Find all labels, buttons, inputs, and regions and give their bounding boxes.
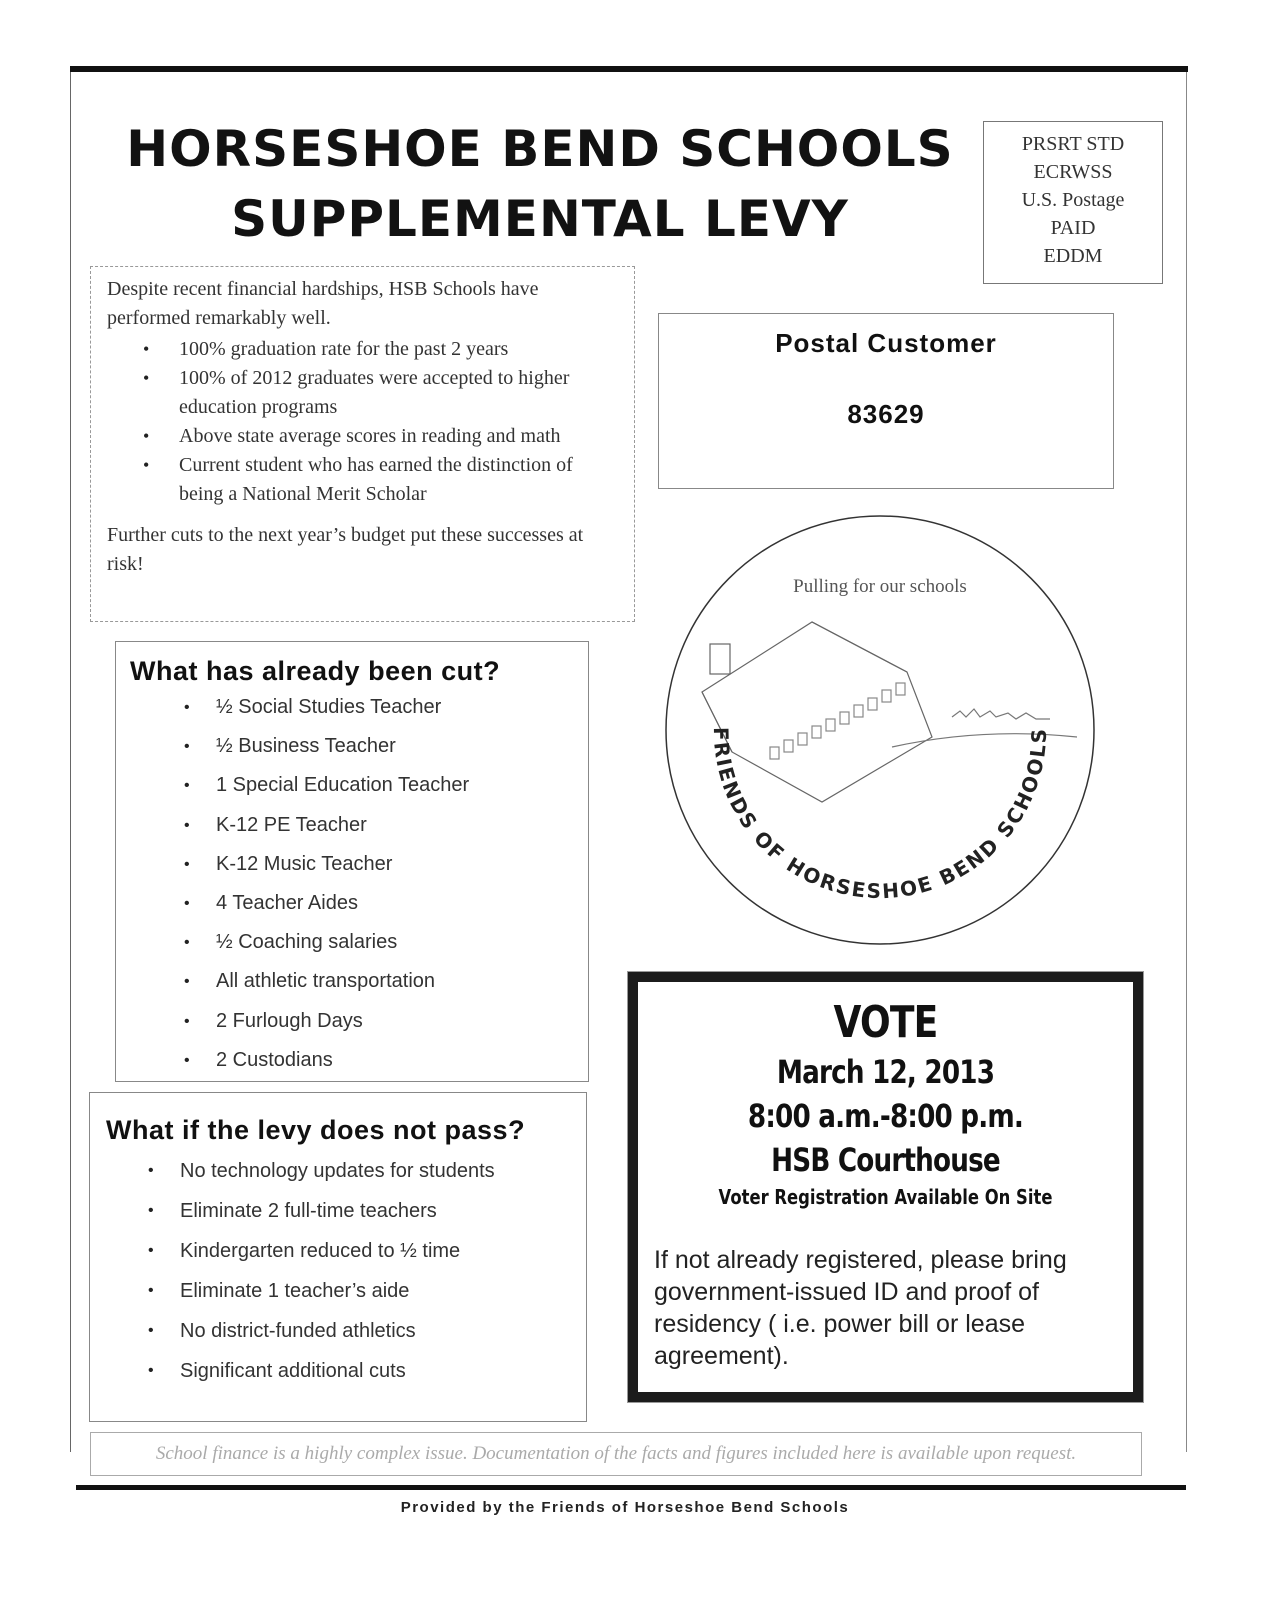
list-item: • No district-funded athletics [180,1311,570,1351]
list-item: • 2 Custodians [216,1041,574,1080]
seal-graphic [662,512,1098,948]
postal-customer-box [658,313,1114,489]
list-item: • 2 Furlough Days [216,1002,574,1041]
list-item: • All athletic transportation [216,962,574,1001]
bottom-rule [76,1485,1186,1490]
vote-box [628,972,1143,1402]
achievements-list [107,335,618,509]
list-item: • ½ Coaching salaries [216,923,574,962]
list-item: • ½ Social Studies Teacher [216,688,574,727]
already-cut-heading: What has already been cut? [130,656,501,686]
list-item: • Eliminate 1 teacher’s aide [180,1271,570,1311]
list-item: • Significant additional cuts [180,1351,570,1391]
list-item: • 1 Special Education Teacher [216,766,574,805]
vote-time: 8:00 a.m.-8:00 p.m. [747,1097,1024,1135]
intro-box [90,266,635,622]
list-item: • 100% graduation rate for the past 2 years [179,335,618,364]
vote-date: March 12, 2013 [776,1053,995,1091]
levy-fails-list [106,1151,570,1391]
finance-note: School finance is a highly complex issue. Documentation of the facts and figures included here is available upon request. [90,1432,1142,1476]
seal-ring-text: FRIENDS OF HORSESHOE BEND SCHOOLS [708,726,1052,904]
seal-top-text: Pulling for our schools [793,576,967,597]
postage-line: PRSRT STD [1021,133,1125,155]
page-title-line2: SUPPLEMENTAL LEVY [231,190,849,248]
intro-lead: Despite recent financial hardships, HSB Schools have performed remarkably well. [107,278,539,329]
left-rule [70,72,71,1452]
postal-label: Postal Customer [775,328,997,358]
list-item: • K-12 PE Teacher [216,806,574,845]
list-item: • 4 Teacher Aides [216,884,574,923]
list-item: • Current student who has earned the distinction of being a National Merit Scholar [179,451,618,509]
friends-seal-logo [662,512,1098,948]
right-rule [1186,72,1187,1452]
list-item: • Eliminate 2 full-time teachers [180,1191,570,1231]
list-item: • Kindergarten reduced to ½ time [180,1231,570,1271]
postage-indicia [983,121,1163,284]
list-item: • 100% of 2012 graduates were accepted to higher education programs [179,364,618,422]
vote-registration: Voter Registration Available On Site [718,1185,1053,1209]
vote-place: HSB Courthouse [771,1141,1000,1179]
list-item: • ½ Business Teacher [216,727,574,766]
postage-line: PAID [1050,217,1096,239]
page-title-line1: HORSESHOE BEND SCHOOLS [126,120,954,178]
postage-line: EDDM [1043,245,1103,267]
levy-fails-box [89,1092,587,1422]
intro-closing: Further cuts to the next year’s budget put these successes at risk! [107,524,584,575]
already-cut-box [115,641,589,1082]
already-cut-list [130,688,574,1080]
postage-line: U.S. Postage [1021,189,1125,211]
list-item: • K-12 Music Teacher [216,845,574,884]
vote-instructions: If not already registered, please bring government-issued ID and proof of residency ( i.e. power bill or lease agreement). [654,1246,1067,1370]
vote-title: VOTE [833,997,938,1048]
list-item: • Above state average scores in reading and math [179,422,618,451]
top-rule [70,66,1188,72]
postage-line: ECRWSS [1033,161,1113,183]
postal-zip: 83629 [847,399,925,429]
footer-credit: Provided by the Friends of Horseshoe Bend Schools [400,1499,850,1516]
levy-fails-heading: What if the levy does not pass? [106,1115,526,1145]
list-item: • No technology updates for students [180,1151,570,1191]
